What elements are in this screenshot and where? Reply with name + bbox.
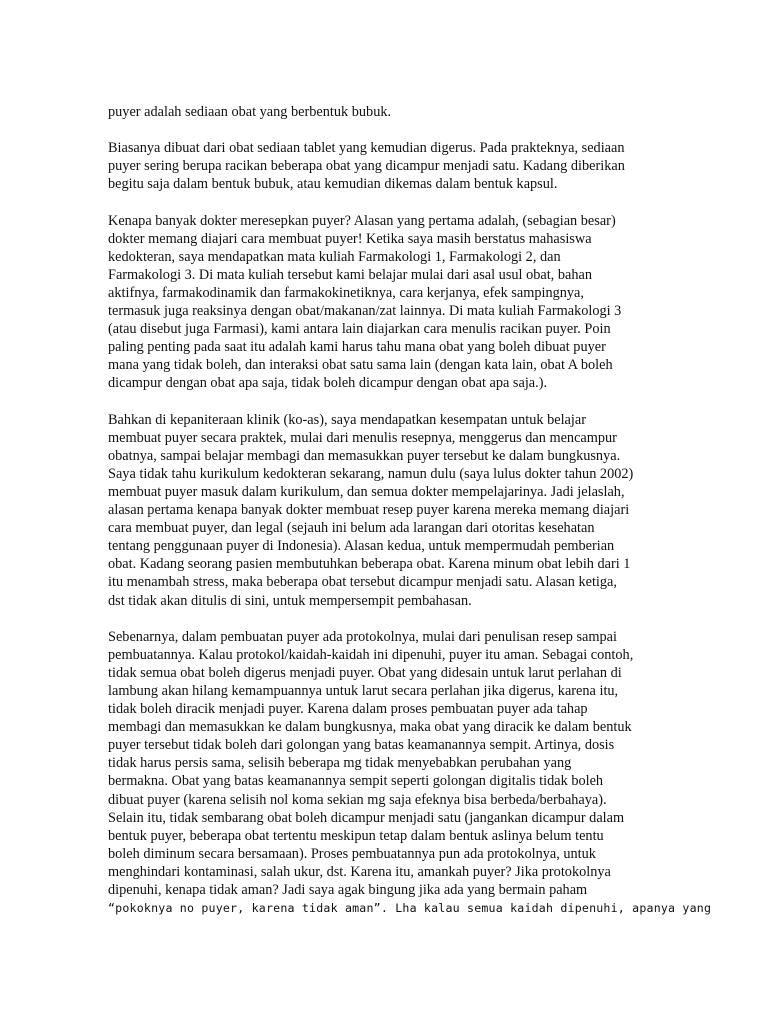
text-line: Sebenarnya, dalam pembuatan puyer ada protokolnya, mulai dari penulisan resep sampai xyxy=(108,628,617,645)
trailing-text: Lha kalau semua kaidah dipenuhi, apanya yang xyxy=(388,901,712,916)
text-line: bermakna. Obat yang batas keamanannya sempit seperti golongan digitalis tidak boleh xyxy=(108,773,604,790)
text-line: tidak harus persis sama, selisih beberapa mg tidak menyebabkan perubahan yang xyxy=(108,755,572,772)
text-line: cara membuat puyer, dan legal (sejauh ini belum ada larangan dari otoritas kesehatan xyxy=(108,520,595,537)
quote-text: “pokoknya no puyer, karena tidak aman”. xyxy=(108,901,389,916)
text-line: paling penting pada saat itu adalah kami harus tahu mana obat yang boleh dibuat puyer xyxy=(108,339,606,356)
text-line: membuat puyer masuk dalam kurikulum, dan semua dokter mempelajarinya. Jadi jelaslah, xyxy=(108,483,625,500)
paragraph-4 xyxy=(108,411,668,610)
text-line: dipenuhi, kenapa tidak aman? Jadi saya agak bingung jika ada yang bermain paham xyxy=(108,882,588,899)
text-line: (atau disebut juga Farmasi), kami antara lain diajarkan cara menulis racikan puyer. Poin xyxy=(108,321,611,338)
paragraph-2 xyxy=(108,139,668,193)
text-line: Farmakologi 3. Di mata kuliah tersebut kami belajar mulai dari asal usul obat, bahan xyxy=(108,266,592,283)
text-line: termasuk juga reaksinya dengan obat/makanan/zat lainnya. Di mata kuliah Farmakologi 3 xyxy=(108,303,622,320)
text-line: boleh diminum secara bersamaan). Proses pembuatannya pun ada protokolnya, untuk xyxy=(108,845,596,862)
text-line: obatnya, sampai belajar membagi dan memasukkan puyer tersebut ke dalam bungkusnya. xyxy=(108,447,621,464)
text-line: tidak semua obat boleh digerus menjadi puyer. Obat yang didesain untuk larut perlahan di xyxy=(108,664,622,681)
text-line: bentuk puyer, beberapa obat tertentu meskipun tetap dalam bentuk aslinya belum tentu xyxy=(108,827,604,844)
text-line: Saya tidak tahu kurikulum kedokteran sekarang, namun dulu (saya lulus dokter tahun 2002) xyxy=(108,465,634,482)
text-line: kedokteran, saya mendapatkan mata kuliah Farmakologi 1, Farmakologi 2, dan xyxy=(108,248,561,265)
text-line: begitu saja dalam bentuk bubuk, atau kemudian dikemas dalam bentuk kapsul. xyxy=(108,176,558,193)
text-line: membuat puyer secara praktek, mulai dari menulis resepnya, menggerus dan mencampur xyxy=(108,429,617,446)
text-line: membagi dan memasukkan ke dalam bungkusnya, maka obat yang diracik ke dalam bentuk xyxy=(108,719,632,736)
text-line: dokter memang diajari cara membuat puyer! Ketika saya masih berstatus mahasiswa xyxy=(108,230,592,247)
text-line: itu menambah stress, maka beberapa obat tersebut dicampur menjadi satu. Alasan ketiga, xyxy=(108,574,617,591)
text-line: puyer sering berupa racikan beberapa obat yang dicampur menjadi satu. Kadang diberikan xyxy=(108,158,625,175)
text-line: Kenapa banyak dokter meresepkan puyer? Alasan yang pertama adalah, (sebagian besar) xyxy=(108,212,616,229)
text-line: obat. Kadang seorang pasien membutuhkan beberapa obat. Karena minum obat lebih dari 1 xyxy=(108,556,631,573)
text-line: Bahkan di kepaniteraan klinik (ko-as), saya mendapatkan kesempatan untuk belajar xyxy=(108,411,586,428)
text-line: lambung akan hilang kemampuannya untuk larut secara perlahan jika digerus, karena itu, xyxy=(108,683,619,699)
paragraph-1 xyxy=(108,103,668,121)
text-line: puyer tersebut tidak boleh dari golongan yang batas keamanannya sempit. Artinya, dosis xyxy=(108,737,615,754)
text-line: tidak boleh diracik menjadi puyer. Karena dalam proses pembuatan puyer ada tahap xyxy=(108,701,588,718)
text-line: Selain itu, tidak sembarang obat boleh dicampur menjadi satu (jangankan dicampur dalam xyxy=(108,809,625,826)
document-page xyxy=(108,103,712,935)
paragraph-5 xyxy=(108,628,712,918)
text-line-mixed xyxy=(108,899,712,917)
text-line: tentang penggunaan puyer di Indonesia). Alasan kedua, untuk mempermudah pemberian xyxy=(108,538,615,555)
text-line: dicampur dengan obat apa saja, tidak boleh dicampur dengan obat apa saja.). xyxy=(108,375,548,392)
text-line: menghindari kontaminasi, salah ukur, dst. Karena itu, amankah puyer? Jika protokolnya xyxy=(108,863,611,880)
text-line: mana yang tidak boleh, dan interaksi obat satu sama lain (dengan kata lain, obat A boleh xyxy=(108,357,613,374)
paragraph-3 xyxy=(108,212,668,393)
text-line: dibuat puyer (karena selisih nol koma sekian mg saja efeknya bisa berbeda/berbahaya). xyxy=(108,791,607,808)
text-line: pembuatannya. Kalau protokol/kaidah-kaidah ini dipenuhi, puyer itu aman. Sebagai contoh, xyxy=(108,646,634,663)
text-line: Biasanya dibuat dari obat sediaan tablet yang kemudian digerus. Pada prakteknya, sediaan xyxy=(108,140,625,157)
text-line: alasan pertama kenapa banyak dokter membuat resep puyer karena mereka memang diajari xyxy=(108,502,630,519)
text-line: puyer adalah sediaan obat yang berbentuk bubuk. xyxy=(108,104,392,120)
text-line: aktifnya, farmakodinamik dan farmakokinetiknya, cara kerjanya, efek sampingnya, xyxy=(108,284,584,301)
text-line: dst tidak akan ditulis di sini, untuk mempersempit pembahasan. xyxy=(108,592,472,609)
